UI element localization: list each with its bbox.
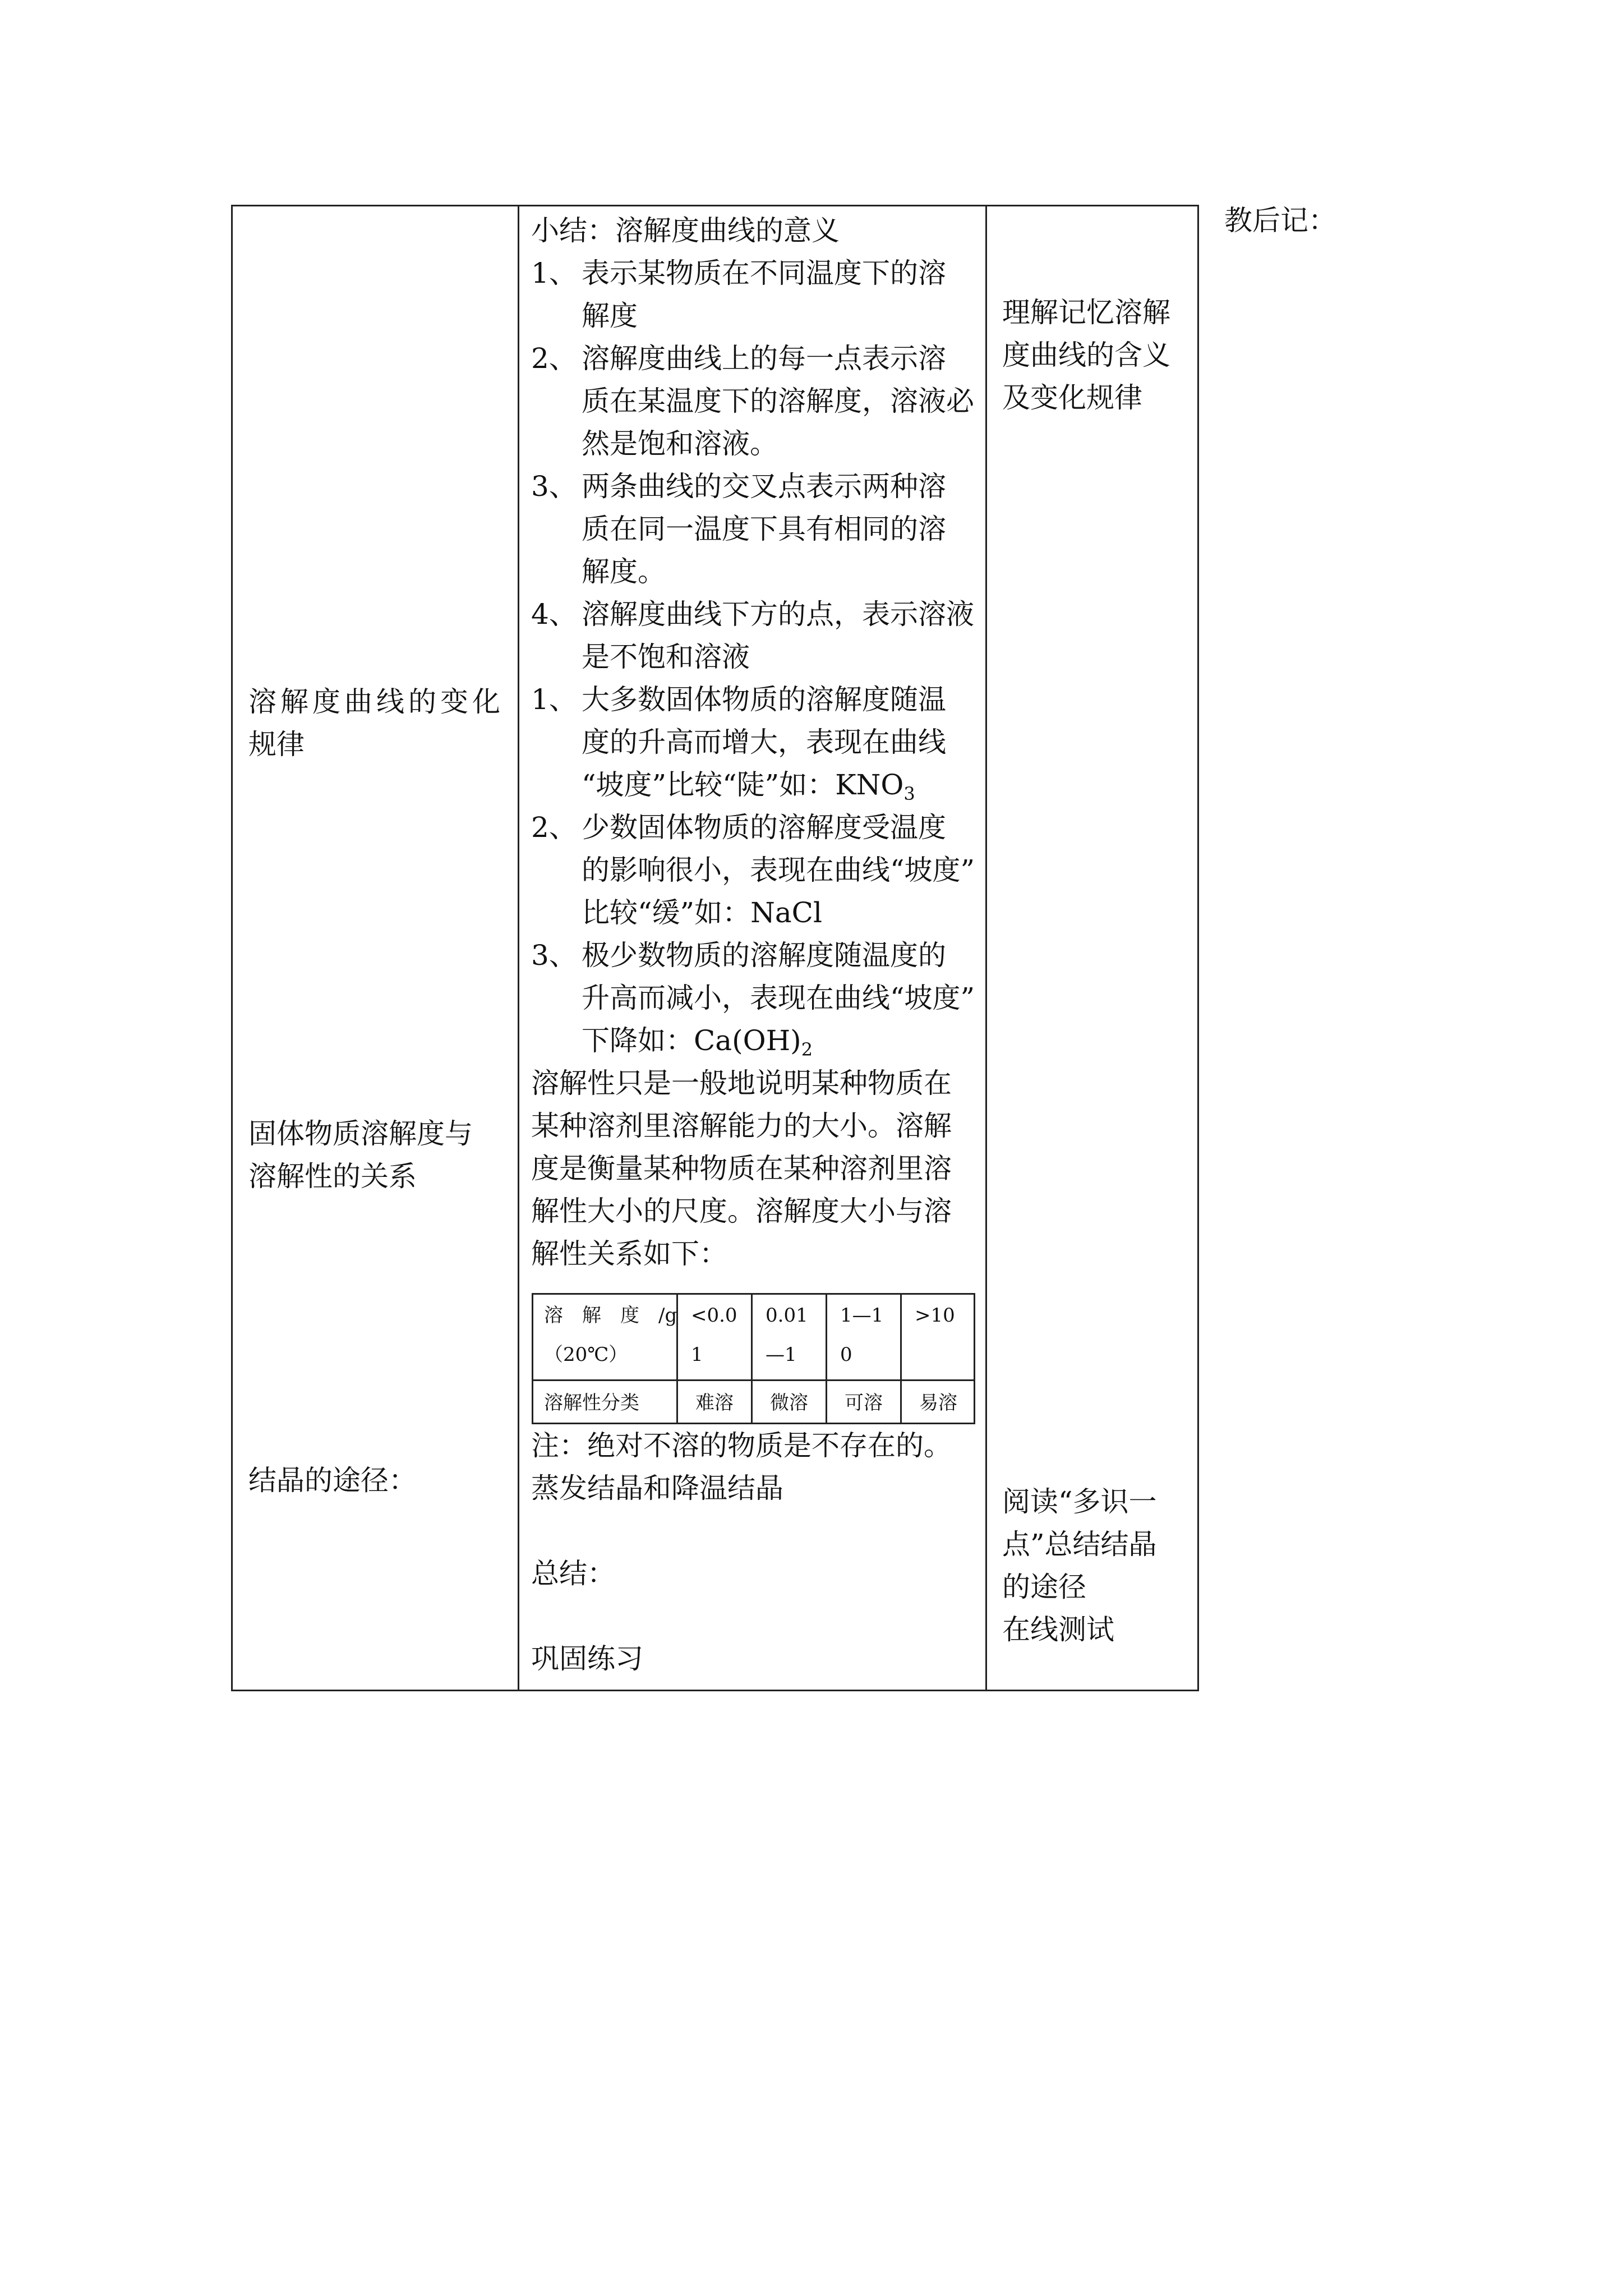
document-page: 教后记： 溶解度曲线的变化 规律 固体物质溶解度与 溶解性的关系 结晶的途径： 小结：溶解度曲线的意义 1、 表示某物质在不同温度下的溶 解度 2、 溶解度曲线上的每一点表示溶 质在某温度下的溶解度，溶液必 然是饱和溶液。 3、 两条曲线的交叉点表示两种溶 质在同一温度下具有相同的溶 解度。 4、 溶解度曲线下方的点，表示溶液 是不饱和溶液 1、 大多数固体物质的溶解度随温 度的升高而增大，表现在曲线 “坡度”比较“陡”如：$KNO_3$ 2、 少数固体物质的溶解度受温度 的影响很小，表现在曲线“坡度” 比较“缓”如：NaCl 3、 极少数物质的溶解度随温度的 升高而减小，表现在曲线“坡度” 下降如：$Ca(OH)_2$ 溶解性只是一般地说明某种物质在 某种溶剂里溶解能力的大小。溶解 度是衡量某种物质在某种溶剂里溶 解性大小的尺度。溶解度大小与溶 解性关系如下： 溶 解 度 /g （20℃） <0.0 1 0.01 —1 1—1 0 >10 溶解性分类 难溶 微溶 可溶 易溶 注：绝对不溶的物质是不存在的。 蒸发结晶和降温结晶 总结： 巩固练习 理解记忆溶解 度曲线的含义 及变化规律 阅读“多识一 点”总结结晶 的途径 在线测试 <box>0 0 1623 2296</box>
table-cell: 微溶 <box>770 1392 808 1414</box>
table-header-label: 溶 解 度 /g （20℃） <box>544 1304 677 1366</box>
table-col-divider <box>826 1293 827 1424</box>
after-class-note-label: 教后记： <box>1224 204 1336 237</box>
table-cell: 难溶 <box>695 1392 734 1414</box>
conclusion-text: 总结： <box>531 1557 615 1590</box>
understand-text: 理解记忆溶解 度曲线的含义 及变化规律 <box>1002 296 1170 414</box>
note-text: 注：绝对不溶的物质是不存在的。 <box>531 1429 952 1462</box>
curve-pattern-heading: 溶解度曲线的变化 规律 <box>248 685 504 761</box>
crystallization-heading: 结晶的途径： <box>248 1464 417 1497</box>
relation-paragraph: 溶解性只是一般地说明某种物质在 某种溶剂里溶解能力的大小。溶解 度是衡量某种物质在某种溶剂里溶 解性大小的尺度。溶解度大小与溶 解性关系如下： <box>531 1067 952 1270</box>
summary-title: 小结：溶解度曲线的意义 <box>531 214 840 247</box>
table-row-divider <box>532 1379 975 1381</box>
solubility-relation-heading: 固体物质溶解度与 溶解性的关系 <box>248 1117 473 1193</box>
read-text: 阅读“多识一 点”总结结晶 的途径 在线测试 <box>1002 1485 1157 1646</box>
table-row-label: 溶解性分类 <box>544 1392 639 1414</box>
practice-text: 巩固练习 <box>531 1642 643 1675</box>
crystallization-text: 蒸发结晶和降温结晶 <box>531 1472 783 1504</box>
column-divider <box>518 205 519 1691</box>
table-cell: 可溶 <box>845 1392 883 1414</box>
subscript: 2 <box>801 1039 813 1060</box>
table-cell: 1—1 0 <box>840 1304 884 1366</box>
subscript: 3 <box>903 783 915 804</box>
table-cell: 易溶 <box>919 1392 957 1414</box>
table-col-divider <box>900 1293 902 1424</box>
table-cell: 0.01 —1 <box>766 1304 808 1366</box>
table-cell: <0.0 1 <box>691 1304 737 1366</box>
table-cell: >10 <box>915 1304 955 1327</box>
table-col-divider <box>751 1293 753 1424</box>
